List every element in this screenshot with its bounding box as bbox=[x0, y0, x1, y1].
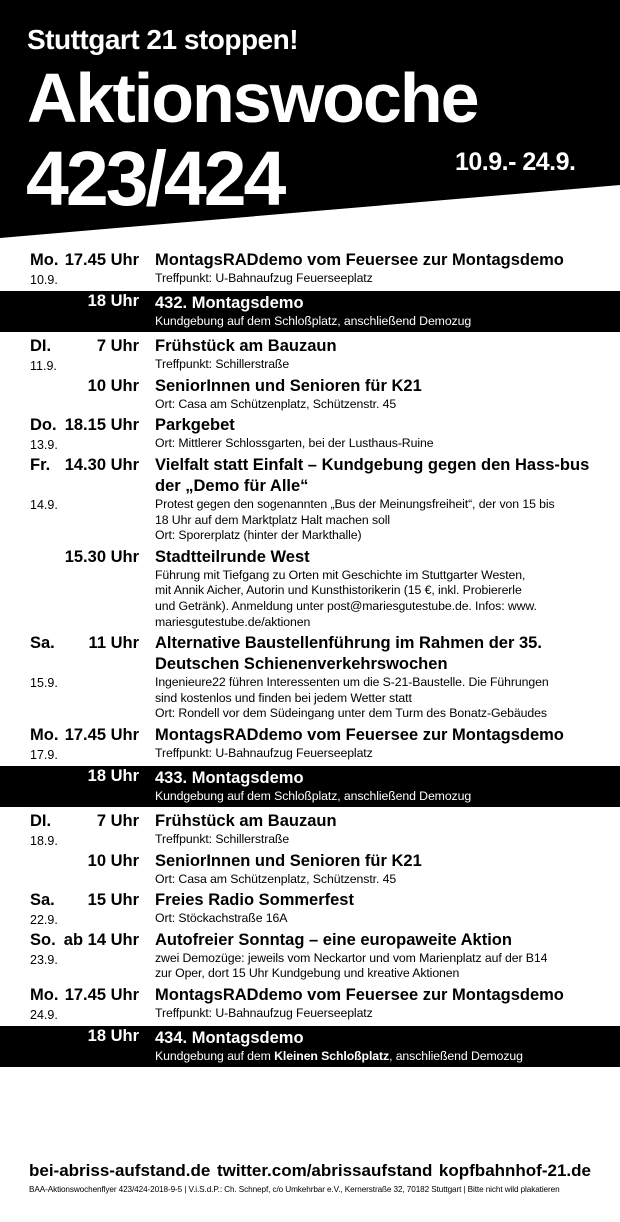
event-description-pre: Kundgebung auf dem bbox=[155, 1048, 275, 1063]
event-description: Treffpunkt: U-Bahnaufzug Feuerseeplatz bbox=[155, 1006, 373, 1021]
event-description: Treffpunkt: U-Bahnaufzug Feuerseeplatz bbox=[155, 271, 373, 285]
header-dates: 10.9.- 24.9. bbox=[455, 148, 576, 176]
event-time: 15 Uhr bbox=[87, 891, 139, 910]
event-description: Treffpunkt: Schillerstraße bbox=[155, 832, 290, 847]
event-description: Ort: Casa am Schützenplatz, Schützenstr. 45 bbox=[155, 871, 397, 886]
event-time: 15.30 Uhr bbox=[64, 547, 139, 566]
event-entry bbox=[0, 415, 620, 452]
event-title: Freies Radio Sommerfest bbox=[155, 891, 354, 910]
event-date: 14.9. bbox=[30, 497, 58, 512]
event-entry bbox=[0, 985, 620, 1022]
event-description: zur Oper, dort 15 Uhr Kundgebung und kreative Aktionen bbox=[155, 966, 460, 981]
event-title: MontagsRADdemo vom Feuersee zur Montagsdemo bbox=[155, 986, 564, 1005]
event-title: MontagsRADdemo vom Feuersee zur Montagsdemo bbox=[155, 725, 564, 744]
event-time: 18 Uhr bbox=[87, 291, 139, 310]
event-entry-highlight bbox=[0, 766, 620, 808]
footer-imprint: BAA-Aktionswochenflyer 423/424-2018-9-5 | V.i.S.d.P.: Ch. Schnepf, c/o Umkehrbar e.V., Kernerstraße 32, 70182 Stuttgart | Bitte nicht wild plakatieren bbox=[29, 1185, 560, 1194]
event-description: und Getränk). Anmeldung unter post@mariesgutestube.de. Infos: www. bbox=[155, 598, 537, 613]
event-entry-highlight bbox=[0, 1026, 620, 1068]
event-time: ab 14 Uhr bbox=[63, 930, 139, 949]
event-description: Ort: Casa am Schützenplatz, Schützenstr. 45 bbox=[155, 396, 397, 411]
event-day: DI. bbox=[30, 337, 52, 356]
event-time: 17.45 Uhr bbox=[64, 725, 139, 744]
header-subtitle: Stuttgart 21 stoppen! bbox=[27, 24, 299, 55]
event-time: 18 Uhr bbox=[87, 1026, 139, 1045]
event-title: 433. Montagsdemo bbox=[155, 768, 304, 787]
event-time: 18 Uhr bbox=[87, 766, 139, 785]
event-title: 434. Montagsdemo bbox=[155, 1028, 304, 1047]
event-title: SeniorInnen und Senioren für K21 bbox=[155, 376, 422, 395]
event-day: Sa. bbox=[30, 634, 55, 653]
header-banner bbox=[0, 0, 620, 238]
event-title: Frühstück am Bauzaun bbox=[155, 337, 337, 356]
event-date: 17.9. bbox=[30, 747, 58, 762]
event-entry-highlight bbox=[0, 291, 620, 333]
event-date: 11.9. bbox=[30, 359, 57, 374]
event-description: sind kostenlos und finden bei jedem Wetter statt bbox=[155, 690, 412, 705]
footer-link-twitter[interactable]: twitter.com/abrissaufstand bbox=[216, 1161, 433, 1180]
event-entry bbox=[0, 336, 620, 373]
event-entry bbox=[0, 930, 620, 982]
event-description: Ort: Sporerplatz (hinter der Markthalle) bbox=[155, 528, 362, 543]
event-title: 432. Montagsdemo bbox=[155, 293, 304, 312]
event-day: DI. bbox=[30, 812, 52, 831]
event-description bbox=[155, 1049, 595, 1065]
event-list bbox=[0, 250, 620, 1071]
event-date: 18.9. bbox=[30, 834, 58, 849]
event-title: Vielfalt statt Einfalt – Kundgebung gegen den Hass-bus der „Demo für Alle“ bbox=[155, 455, 590, 495]
event-entry bbox=[0, 890, 620, 927]
event-time: 10 Uhr bbox=[87, 376, 139, 395]
event-time: 17.45 Uhr bbox=[64, 986, 139, 1005]
event-title: Frühstück am Bauzaun bbox=[155, 812, 337, 831]
event-time: 11 Uhr bbox=[88, 634, 139, 653]
event-entry bbox=[0, 725, 620, 762]
event-description: Ort: Stöckachstraße 16A bbox=[155, 911, 288, 926]
event-entry bbox=[0, 811, 620, 848]
event-title: Alternative Baustellenführung im Rahmen der 35. Deutschen Schienenverkehrswochen bbox=[155, 634, 542, 674]
event-title: SeniorInnen und Senioren für K21 bbox=[155, 851, 422, 870]
event-entry bbox=[0, 250, 620, 287]
event-entry bbox=[0, 851, 620, 888]
event-title: MontagsRADdemo vom Feuersee zur Montagsdemo bbox=[155, 251, 564, 269]
event-entry bbox=[0, 547, 620, 630]
event-day: Fr. bbox=[30, 455, 51, 474]
event-description-bold: Kleinen Schloßplatz bbox=[274, 1048, 390, 1063]
footer-link-website[interactable]: bei-abriss-aufstand.de bbox=[29, 1161, 211, 1180]
event-day: Sa. bbox=[30, 891, 55, 910]
header-number: 423/424 bbox=[26, 136, 284, 222]
event-entry bbox=[0, 376, 620, 413]
event-time: 10 Uhr bbox=[87, 851, 139, 870]
event-description: Ingenieure22 führen Interessenten um die S-21-Baustelle. Die Führungen bbox=[155, 675, 549, 690]
event-entry bbox=[0, 633, 620, 722]
event-day: Mo. bbox=[30, 725, 59, 744]
event-description: Treffpunkt: U-Bahnaufzug Feuerseeplatz bbox=[155, 745, 373, 760]
event-description-post: , anschließend Demozug bbox=[389, 1048, 523, 1063]
header-title: Aktionswoche bbox=[27, 59, 478, 137]
event-date: 10.9. bbox=[30, 273, 58, 287]
event-description: Ort: Mittlerer Schlossgarten, bei der Lusthaus-Ruine bbox=[155, 436, 434, 451]
event-description: Ort: Rondell vor dem Südeingang unter dem Turm des Bonatz-Gebäudes bbox=[155, 706, 547, 721]
event-description: Protest gegen den sogenannten „Bus der Meinungsfreiheit“, der von 15 bis bbox=[155, 496, 555, 511]
event-date: 15.9. bbox=[30, 676, 58, 691]
event-time: 7 Uhr bbox=[96, 812, 139, 831]
event-description: 18 Uhr auf dem Marktplatz Halt machen soll bbox=[155, 512, 391, 527]
event-day: Mo. bbox=[30, 986, 59, 1005]
event-description: mit Annik Aicher, Autorin und Kunsthistorikerin (15 €, inkl. Probiererle bbox=[155, 583, 522, 598]
event-day: Mo. bbox=[30, 251, 59, 269]
footer-links bbox=[29, 1160, 591, 1182]
event-day: So. bbox=[30, 930, 56, 949]
event-date: 23.9. bbox=[30, 952, 58, 967]
event-date: 24.9. bbox=[30, 1008, 58, 1023]
event-time: 14.30 Uhr bbox=[64, 455, 139, 474]
footer-link-kopfbahnhof[interactable]: kopfbahnhof-21.de bbox=[438, 1161, 591, 1180]
event-date: 13.9. bbox=[30, 438, 58, 453]
event-description: Treffpunkt: Schillerstraße bbox=[155, 357, 290, 372]
event-time: 18.15 Uhr bbox=[64, 416, 139, 435]
event-title: Parkgebet bbox=[155, 416, 235, 435]
event-description: mariesgutestube.de/aktionen bbox=[155, 614, 311, 629]
event-date: 22.9. bbox=[30, 913, 58, 928]
event-title: Stadtteilrunde West bbox=[155, 547, 310, 566]
event-description: Kundgebung auf dem Schloßplatz, anschließend Demozug bbox=[155, 788, 472, 803]
event-title: Autofreier Sonntag – eine europaweite Aktion bbox=[155, 930, 512, 949]
event-time: 17.45 Uhr bbox=[64, 251, 139, 269]
event-description: zwei Demozüge: jeweils vom Neckartor und vom Marienplatz auf der B14 bbox=[155, 950, 548, 965]
event-day: Do. bbox=[30, 416, 57, 435]
event-description: Führung mit Tiefgang zu Orten mit Geschichte im Stuttgarter Westen, bbox=[155, 567, 526, 582]
event-time: 7 Uhr bbox=[96, 337, 139, 356]
event-entry bbox=[0, 455, 620, 544]
event-description: Kundgebung auf dem Schloßplatz, anschließend Demozug bbox=[155, 313, 472, 328]
